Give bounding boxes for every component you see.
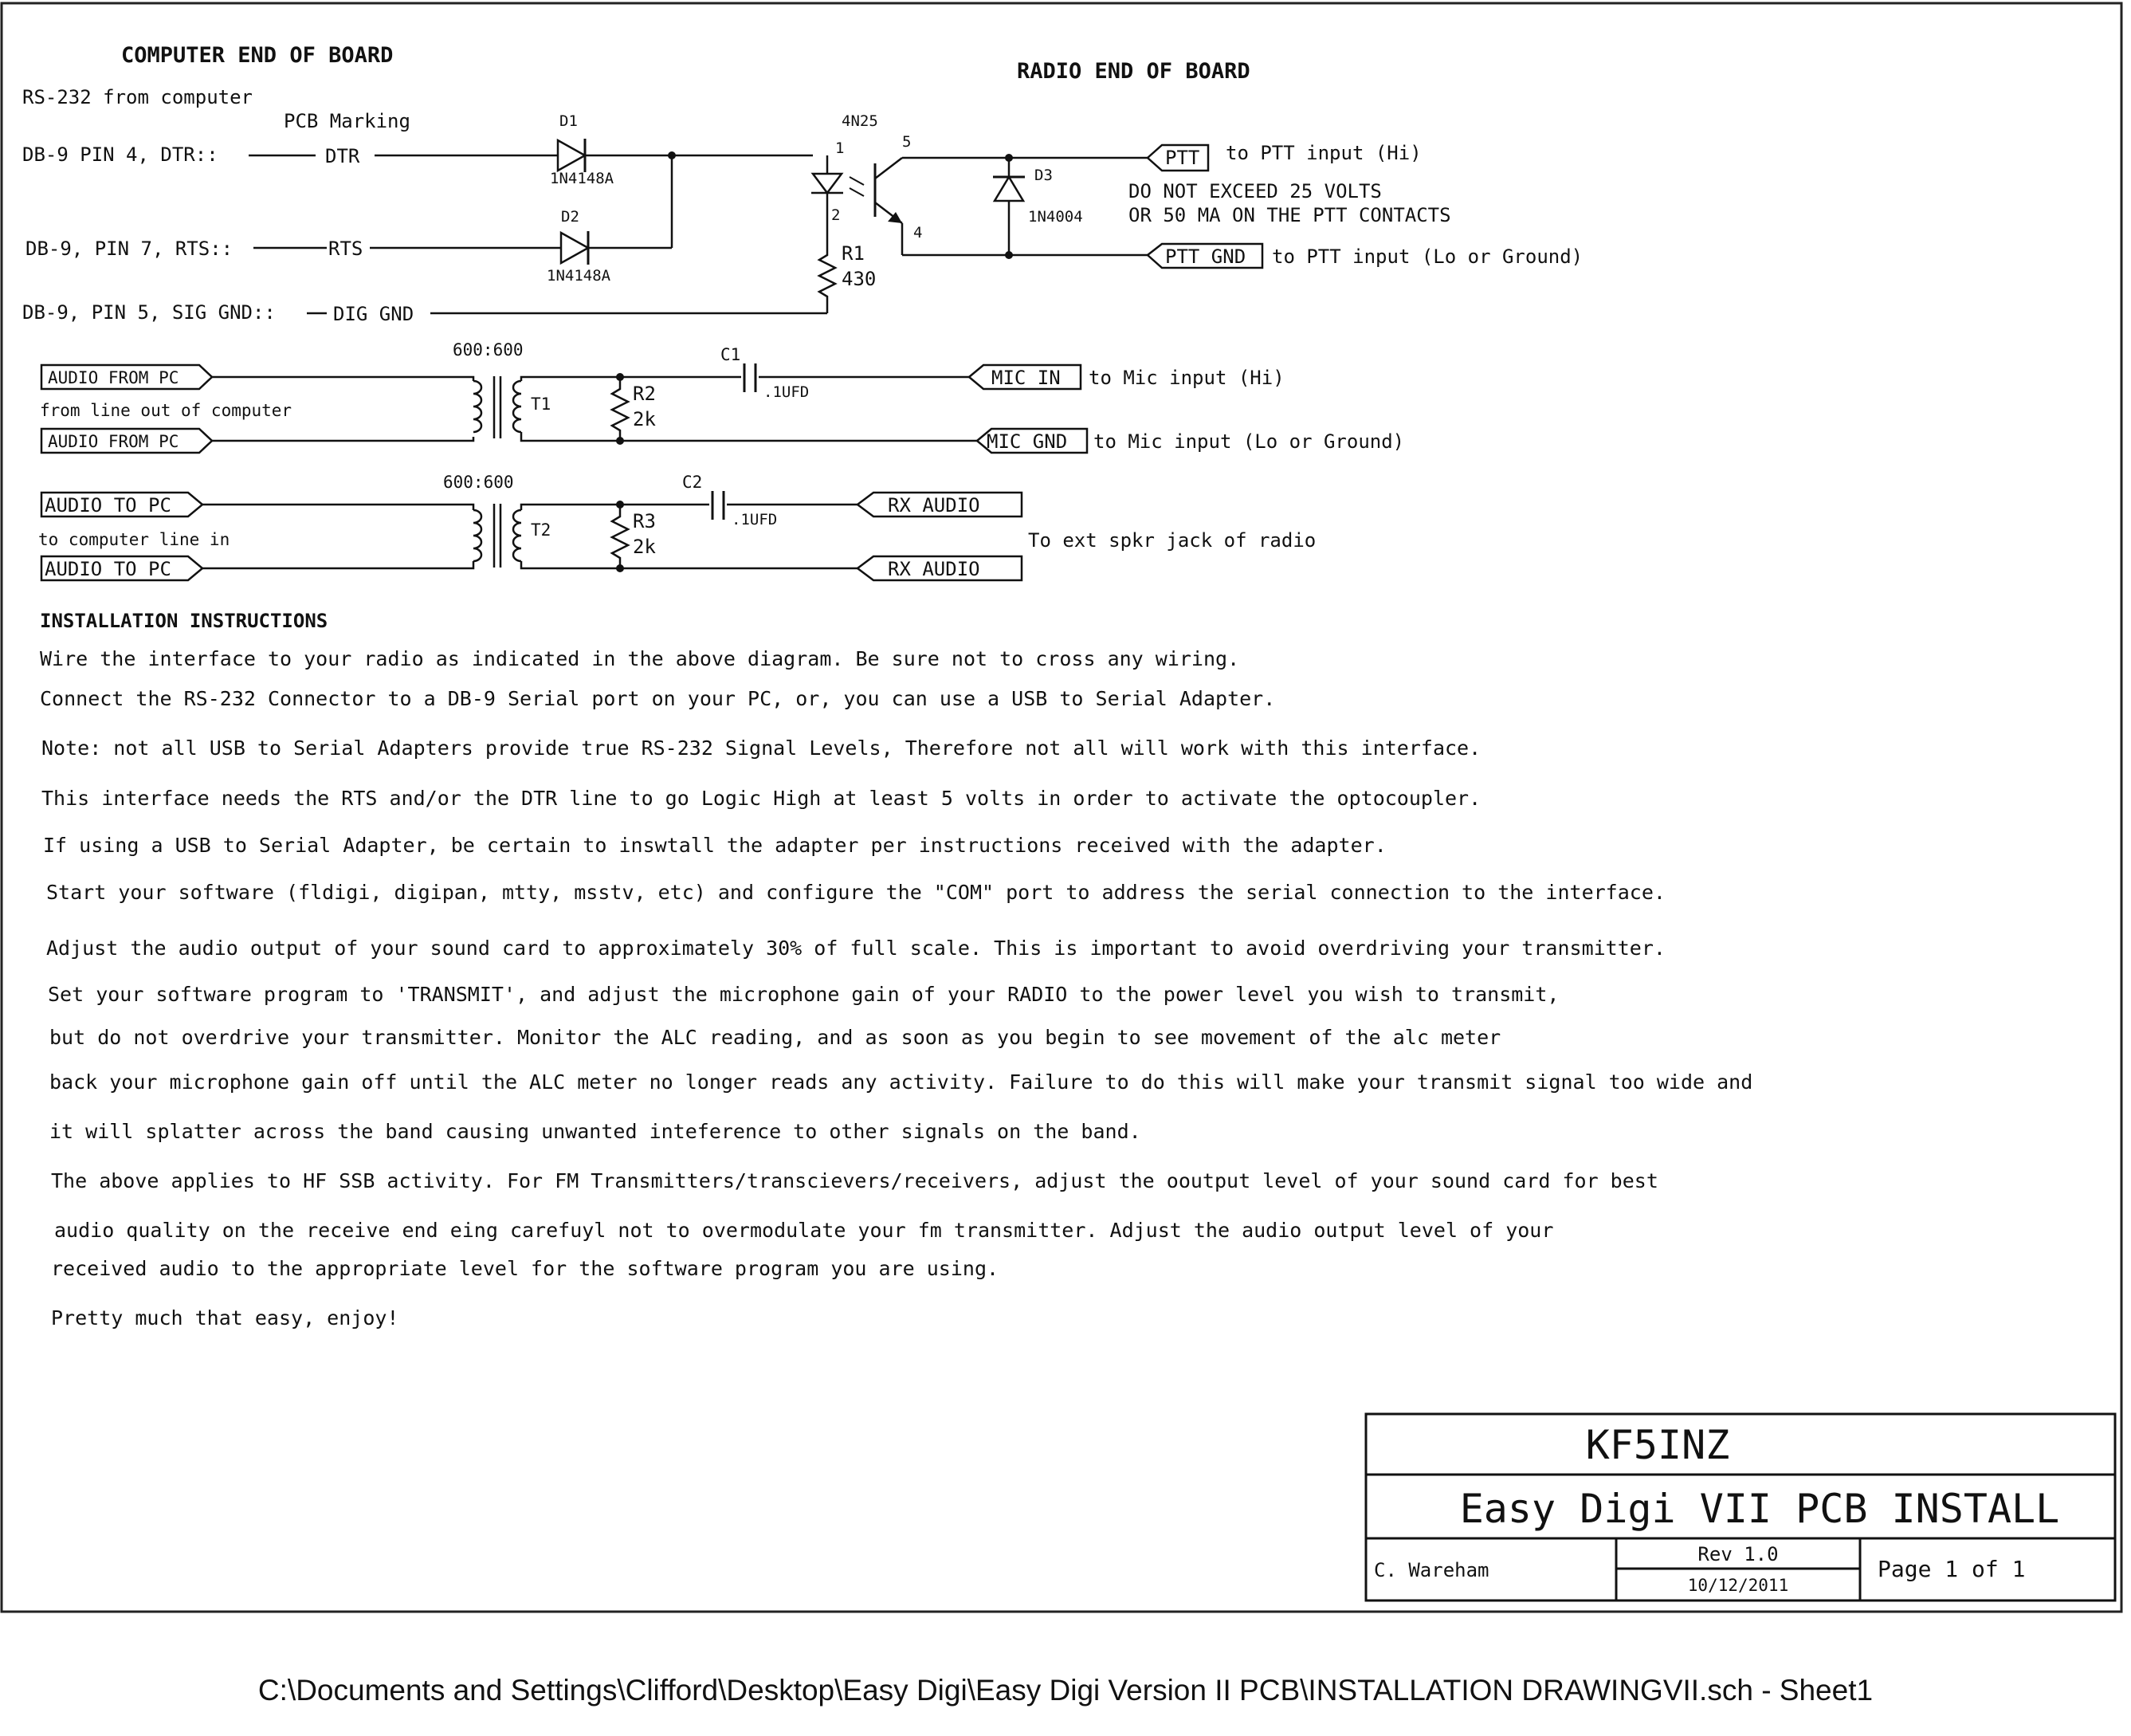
db9-pin5-label: DB-9, PIN 5, SIG GND:: (22, 301, 276, 324)
ptt-desc: to PTT input (Hi) (1226, 142, 1422, 164)
pcb-dig-gnd-label: DIG GND (333, 303, 414, 325)
audio-from-pc-2: AUDIO FROM PC (48, 432, 179, 451)
diode-d3 (993, 158, 1025, 255)
opto-pin5: 5 (902, 133, 912, 151)
transformer-t2 (473, 504, 521, 568)
instruction-line: Pretty much that easy, enjoy! (51, 1306, 399, 1329)
ptt-gnd-desc: to PTT input (Lo or Ground) (1272, 245, 1584, 268)
capacitor-c1 (741, 363, 759, 392)
capacitor-c2 (709, 491, 727, 520)
r1-ref: R1 (842, 242, 865, 265)
opto-ref: 4N25 (842, 112, 878, 130)
audio-from-pc-note: from line out of computer (40, 401, 292, 420)
mic-in-tag: MIC IN (991, 367, 1061, 389)
instruction-line: Connect the RS-232 Connector to a DB-9 Serial port on your PC, or, you can use a USB to Serial Adapter. (40, 687, 1276, 710)
c2-value: .1UFD (732, 511, 778, 528)
audio-from-pc-1: AUDIO FROM PC (48, 368, 179, 387)
instruction-line: back your microphone gain off until the ALC meter no longer reads any activity. Failure to do this will make your transmit signal too wide and (49, 1070, 1753, 1094)
diode-d1 (558, 139, 585, 172)
d2-part: 1N4148A (547, 267, 611, 285)
t1-ref: T1 (531, 395, 551, 414)
c2-ref: C2 (682, 473, 703, 492)
t1-ratio: 600:600 (453, 340, 524, 359)
d3-ref: D3 (1034, 167, 1053, 184)
pcb-rts-label: RTS (328, 238, 363, 260)
title-page: Page 1 of 1 (1878, 1556, 2026, 1582)
optocoupler-4n25 (811, 112, 1148, 255)
instructions-heading: INSTALLATION INSTRUCTIONS (40, 610, 328, 632)
opto-pin4: 4 (913, 224, 923, 242)
rx-audio-2: RX AUDIO (888, 558, 980, 580)
rs232-note: RS-232 from computer (22, 86, 253, 108)
d3-part: 1N4004 (1028, 208, 1083, 226)
installation-instructions (40, 610, 1752, 1329)
title-callsign: KF5INZ (1585, 1422, 1730, 1468)
pcb-marking-heading: PCB Marking (284, 110, 410, 132)
audio-to-pc-note: to computer line in (38, 530, 230, 549)
ptt-tag: PTT (1165, 147, 1200, 169)
instruction-line: Adjust the audio output of your sound card to approximately 30% of full scale. This is important to avoid overdriving your transmitter. (46, 937, 1666, 960)
title-author: C. Wareham (1374, 1559, 1489, 1581)
rx-audio-desc: To ext spkr jack of radio (1028, 529, 1317, 552)
rx-audio-1: RX AUDIO (888, 494, 980, 516)
title-block (1366, 1414, 2115, 1600)
title-revision: Rev 1.0 (1697, 1543, 1779, 1565)
resistor-r1 (819, 245, 835, 313)
instruction-line: If using a USB to Serial Adapter, be certain to inswtall the adapter per instructions received with the adapter. (43, 834, 1387, 857)
diode-d2 (561, 231, 588, 265)
audio-to-pc-1: AUDIO TO PC (45, 494, 171, 516)
ptt-gnd-tag: PTT GND (1165, 245, 1246, 268)
mic-gnd-desc: to Mic input (Lo or Ground) (1093, 430, 1405, 453)
r3-ref: R3 (633, 510, 656, 532)
db9-pin7-label: DB-9, PIN 7, RTS:: (26, 238, 234, 260)
opto-pin2: 2 (831, 206, 841, 224)
instruction-line: Set your software program to 'TRANSMIT', and adjust the microphone gain of your RADIO to the power level you wish to transmit, (48, 983, 1560, 1006)
r2-value: 2k (633, 408, 656, 430)
t2-ratio: 600:600 (443, 473, 514, 492)
file-path-footer: C:\Documents and Settings\Clifford\Desktop\Easy Digi\Easy Digi Version II PCB\INSTALLATION DRAWINGVII.sch - Sheet1 (257, 1674, 1874, 1707)
instruction-line: The above applies to HF SSB activity. For FM Transmitters/transcievers/receivers, adjust the ooutput level of your sound card for best (51, 1169, 1658, 1192)
opto-pin1: 1 (835, 139, 845, 157)
mic-in-desc: to Mic input (Hi) (1089, 367, 1285, 389)
c1-ref: C1 (720, 345, 741, 364)
instruction-line: it will splatter across the band causing unwanted inteference to other signals on the band. (49, 1120, 1141, 1143)
computer-end-heading: COMPUTER END OF BOARD (121, 43, 394, 68)
ptt-warning-1: DO NOT EXCEED 25 VOLTS (1128, 180, 1382, 202)
instruction-line: This interface needs the RTS and/or the DTR line to go Logic High at least 5 volts in order to activate the optocoupler. (41, 787, 1481, 810)
tx-audio-section (40, 340, 1404, 453)
instruction-line: Start your software (fldigi, digipan, mtty, msstv, etc) and configure the "COM" port to address the serial connection to the interface. (46, 881, 1666, 904)
pcb-dtr-label: DTR (325, 145, 360, 167)
title-date: 10/12/2011 (1687, 1576, 1789, 1595)
resistor-r3 (612, 505, 628, 568)
instruction-line: audio quality on the receive end eing carefuyl not to overmodulate your fm transmitter. Adjust the audio output level of your (54, 1219, 1554, 1242)
c1-value: .1UFD (763, 383, 810, 401)
d2-ref: D2 (561, 208, 579, 226)
instruction-line: but do not overdrive your transmitter. Monitor the ALC reading, and as soon as you begin to see movement of the alc meter (49, 1026, 1501, 1049)
ptt-warning-2: OR 50 MA ON THE PTT CONTACTS (1128, 204, 1451, 226)
rx-audio-section (38, 473, 1316, 580)
transformer-t1 (473, 376, 521, 438)
d1-ref: D1 (559, 112, 578, 130)
d1-part: 1N4148A (550, 170, 614, 187)
resistor-r2 (612, 377, 628, 441)
serial-input-section (22, 112, 827, 325)
r3-value: 2k (633, 536, 656, 558)
r2-ref: R2 (633, 383, 656, 405)
t2-ref: T2 (531, 520, 551, 540)
radio-end-heading: RADIO END OF BOARD (1017, 59, 1250, 84)
audio-to-pc-2: AUDIO TO PC (45, 558, 171, 580)
instruction-line: Note: not all USB to Serial Adapters provide true RS-232 Signal Levels, Therefore not all will work with this interface. (41, 736, 1481, 760)
instruction-line: Wire the interface to your radio as indicated in the above diagram. Be sure not to cross any wiring. (40, 647, 1240, 670)
mic-gnd-tag: MIC GND (987, 430, 1068, 453)
r1-value: 430 (842, 268, 877, 290)
title-drawing-name: Easy Digi VII PCB INSTALL (1459, 1486, 2060, 1532)
db9-pin4-label: DB-9 PIN 4, DTR:: (22, 143, 218, 166)
instruction-line: received audio to the appropriate level for the software program you are using. (51, 1257, 999, 1280)
